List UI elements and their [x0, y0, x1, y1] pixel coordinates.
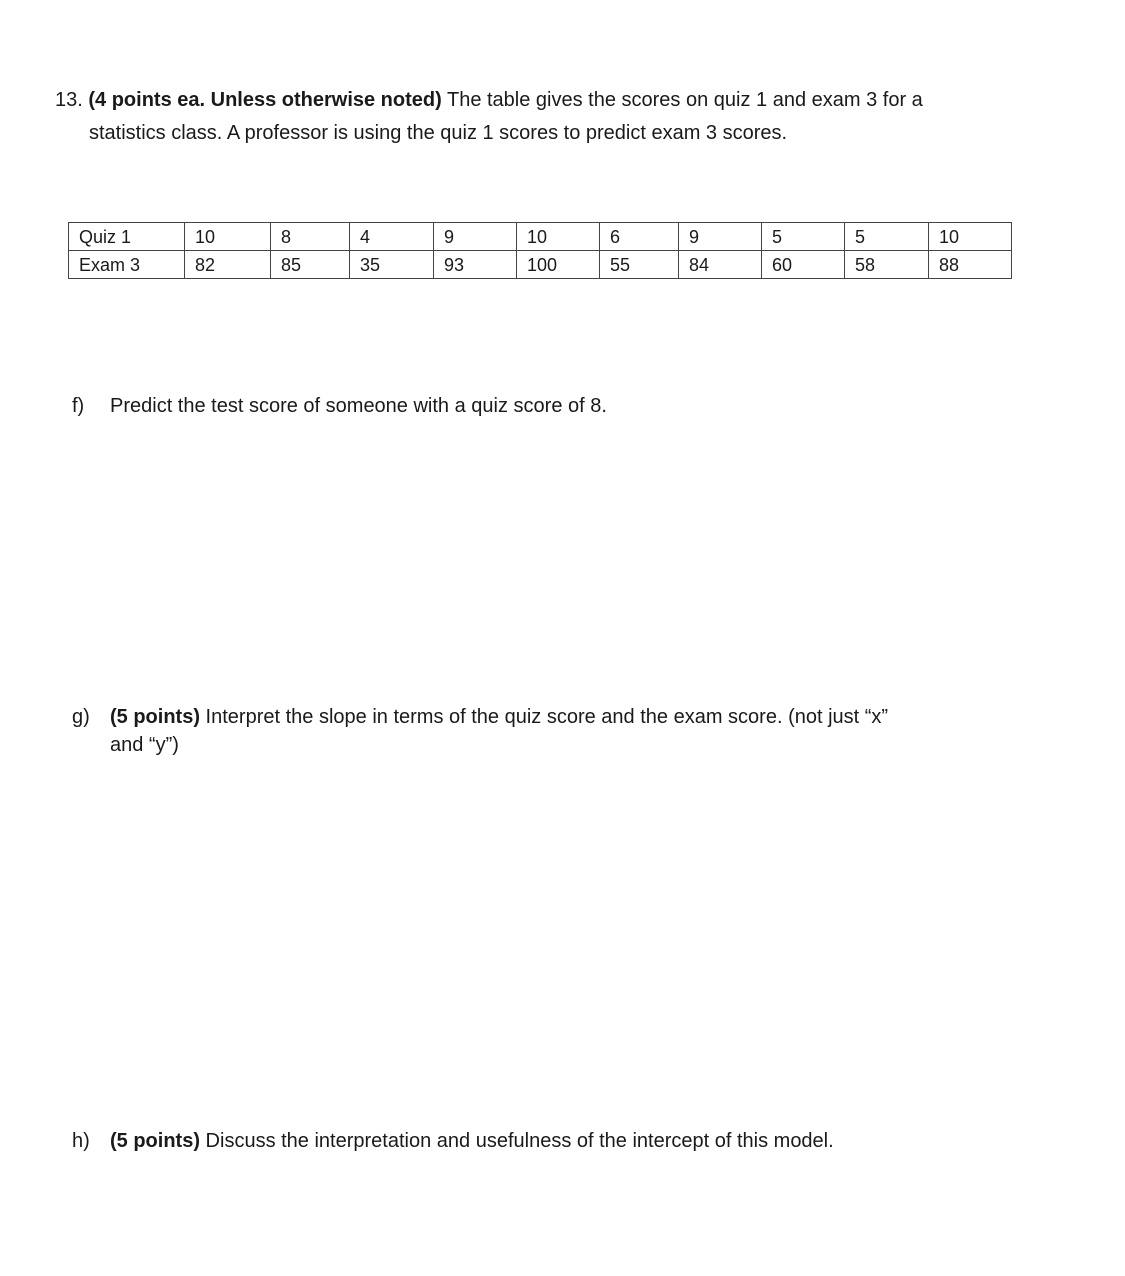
table-cell: 93	[434, 251, 517, 279]
table-cell: 10	[517, 223, 600, 251]
part-f-text: Predict the test score of someone with a quiz score of 8.	[110, 395, 607, 417]
table-cell: 5	[762, 223, 845, 251]
part-g-text-1: Interpret the slope in terms of the quiz score and the exam score. (not just “x”	[200, 706, 889, 728]
part-g	[72, 703, 972, 759]
table-cell: 55	[600, 251, 679, 279]
part-h-text: Discuss the interpretation and usefulness of the intercept of this model.	[200, 1130, 834, 1152]
table-cell: 85	[271, 251, 350, 279]
table-cell: 9	[679, 223, 762, 251]
row-label-exam: Exam 3	[69, 251, 185, 279]
table-cell: 84	[679, 251, 762, 279]
question-line-1	[55, 84, 955, 117]
scores-table	[68, 222, 1012, 279]
question-header	[55, 84, 955, 150]
table-cell: 10	[185, 223, 271, 251]
part-f-letter: f)	[72, 395, 85, 417]
table-cell: 35	[350, 251, 434, 279]
table-row-quiz	[69, 223, 1012, 251]
table-cell: 58	[845, 251, 929, 279]
table-cell: 60	[762, 251, 845, 279]
table-cell: 5	[845, 223, 929, 251]
question-text-1: The table gives the scores on quiz 1 and exam 3 for a	[441, 89, 923, 111]
table-cell: 10	[929, 223, 1012, 251]
part-h-letter: h)	[72, 1130, 90, 1152]
part-g-text-2: and “y”)	[110, 734, 179, 756]
table-cell: 100	[517, 251, 600, 279]
part-f	[72, 392, 607, 420]
question-number: 13.	[55, 89, 83, 111]
question-points: (4 points ea. Unless otherwise noted)	[88, 89, 442, 111]
table-cell: 6	[600, 223, 679, 251]
table-cell: 9	[434, 223, 517, 251]
table-cell: 88	[929, 251, 1012, 279]
part-g-letter: g)	[72, 706, 90, 728]
row-label-quiz: Quiz 1	[69, 223, 185, 251]
table-cell: 82	[185, 251, 271, 279]
part-g-points: (5 points)	[110, 706, 200, 728]
table-cell: 4	[350, 223, 434, 251]
table-cell: 8	[271, 223, 350, 251]
table-row-exam	[69, 251, 1012, 279]
question-text-2: statistics class. A professor is using the quiz 1 scores to predict exam 3 scores.	[89, 122, 788, 144]
part-h-points: (5 points)	[110, 1130, 200, 1152]
part-h	[72, 1127, 834, 1155]
